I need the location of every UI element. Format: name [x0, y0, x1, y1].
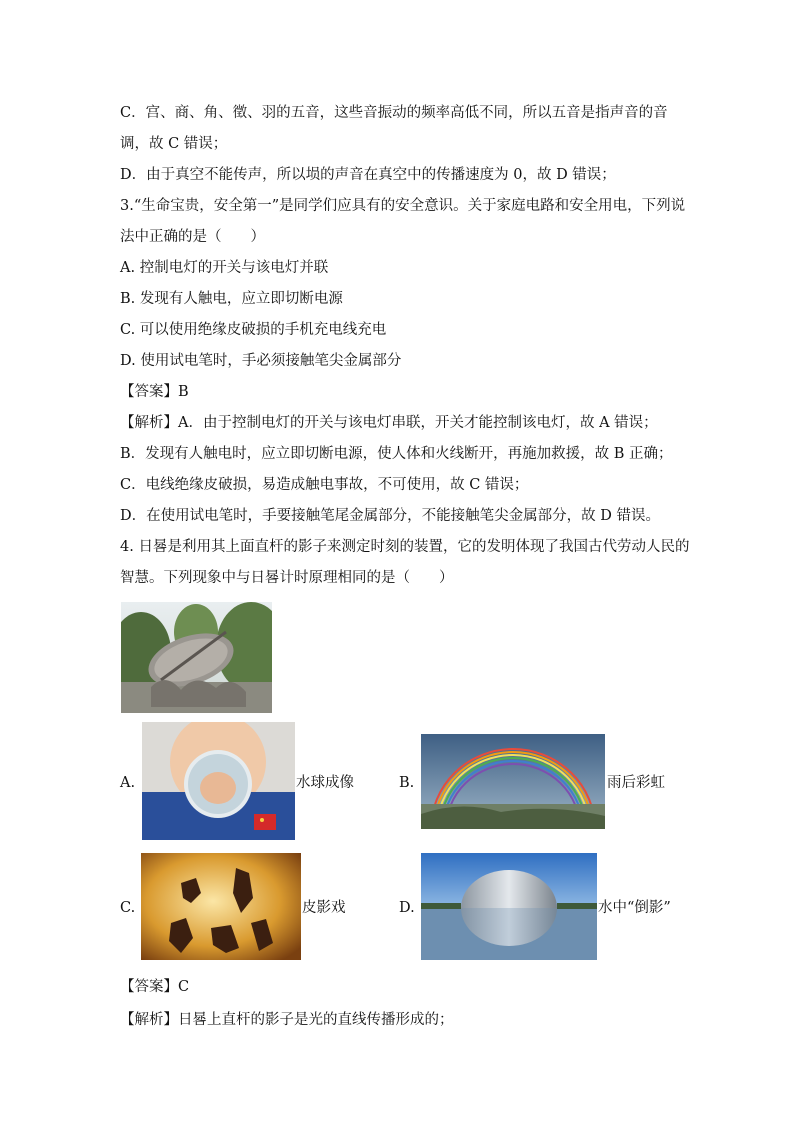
option-a-letter: A. — [120, 775, 136, 791]
option-d-letter: D. — [399, 900, 415, 916]
question-4-stem: 4. 日晷是利用其上面直杆的影子来测定时刻的装置，它的发明体现了我国古代劳动人民的 — [120, 539, 690, 555]
text-line-3: D．由于真空不能传声，所以埙的声音在真空中的传播速度为 0，故 D 错误； — [120, 167, 616, 183]
question-3-option-d: D. 使用试电笔时，手必须接触笔尖金属部分 — [120, 353, 402, 369]
option-b-caption: 雨后彩虹 — [607, 775, 665, 791]
option-c-caption: 皮影戏 — [302, 900, 346, 916]
option-c-letter: C. — [120, 900, 136, 916]
question-4-answer: 【答案】C — [120, 979, 190, 995]
question-3-analysis-b: B．发现有人触电时，应立即切断电源，使人体和火线断开，再施加救援，故 B 正确； — [120, 446, 673, 462]
sundial-photo — [121, 602, 272, 713]
shadow-play-photo — [141, 853, 301, 960]
option-d-caption: 水中“倒影” — [598, 900, 671, 916]
question-4-stem-cont: 智慧。下列现象中与日晷计时原理相同的是（ ） — [120, 570, 454, 586]
question-3-analysis-d: D．在使用试电笔时，手要接触笔尾金属部分，不能接触笔尖金属部分，故 D 错误。 — [120, 508, 660, 524]
question-3-option-a: A. 控制电灯的开关与该电灯并联 — [120, 260, 329, 276]
question-3-option-b: B. 发现有人触电，应立即切断电源 — [120, 291, 343, 307]
question-4-analysis: 【解析】日晷上直杆的影子是光的直线传播形成的； — [120, 1012, 454, 1028]
option-a-caption: 水球成像 — [296, 775, 354, 791]
national-theatre-photo — [421, 853, 597, 960]
question-3-analysis-a: 【解析】A．由于控制电灯的开关与该电灯串联，开关才能控制该电灯，故 A 错误； — [120, 415, 658, 431]
question-3-analysis-c: C．电线绝缘皮破损，易造成触电事故，不可使用，故 C 错误； — [120, 477, 529, 493]
question-3-option-c: C. 可以使用绝缘皮破损的手机充电线充电 — [120, 322, 387, 338]
text-line-2: 调，故 C 错误； — [120, 136, 228, 152]
question-3-answer: 【答案】B — [120, 384, 189, 400]
question-3-stem-cont: 法中正确的是（ ） — [120, 229, 265, 245]
rainbow-photo — [421, 734, 605, 829]
water-ball-photo — [142, 722, 295, 840]
question-3-stem: 3.“生命宝贵，安全第一”是同学们应具有的安全意识。关于家庭电路和安全用电，下列说 — [120, 198, 686, 214]
option-b-letter: B. — [399, 775, 415, 791]
text-line-1: C．宫、商、角、徵、羽的五音，这些音振动的频率高低不同，所以五音是指声音的音 — [120, 105, 668, 121]
